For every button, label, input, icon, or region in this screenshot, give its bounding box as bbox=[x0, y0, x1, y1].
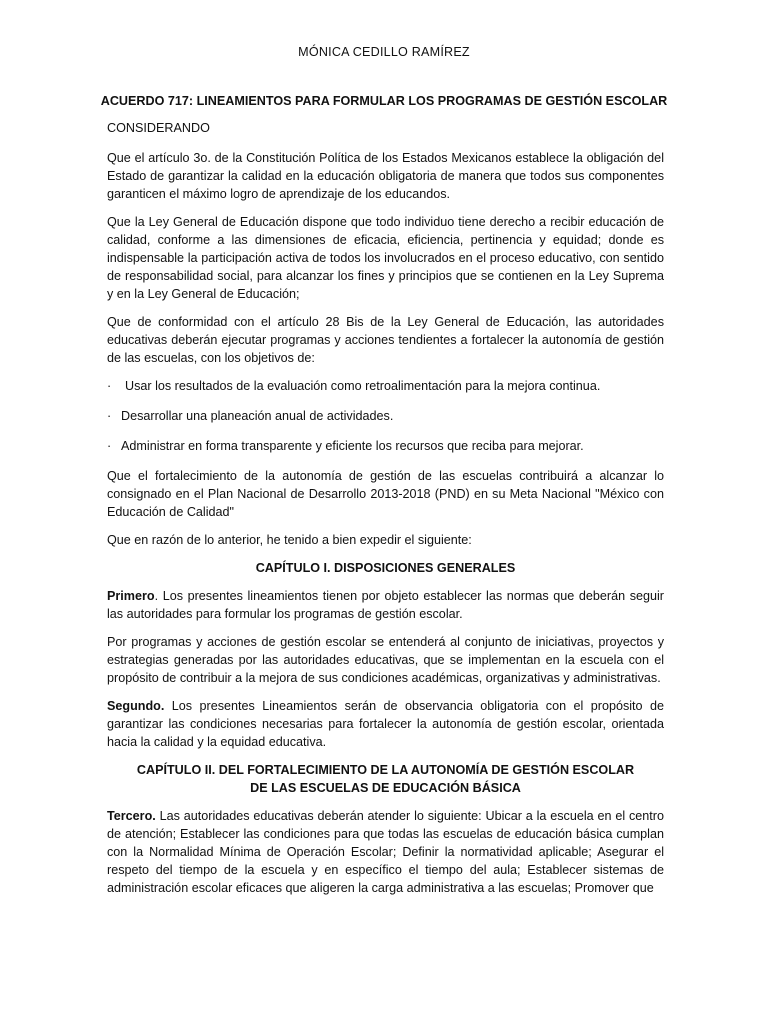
document-body bbox=[107, 119, 664, 907]
list-item-text: Administrar en forma transparente y eficiente los recursos que reciba para mejorar. bbox=[121, 439, 584, 453]
article-tercero bbox=[107, 807, 664, 897]
list-item bbox=[107, 377, 664, 395]
paragraph-4: Que el fortalecimiento de la autonomía de gestión de las escuelas contribuirá a alcanzar lo consignado en el Plan Nacional de Desarrollo 2013-2018 (PND) en su Meta Nacional "México con Educación de Calidad" bbox=[107, 469, 664, 519]
paragraph-3: Que de conformidad con el artículo 28 Bis de la Ley General de Educación, las autoridades educativas deberán ejecutar programas y acciones tendientes a fortalecer la autonomía de gestión de las escuelas, con los objetivos de: bbox=[107, 315, 664, 365]
list-item bbox=[107, 437, 664, 455]
document-title: ACUERDO 717: LINEAMIENTOS PARA FORMULAR LOS PROGRAMAS DE GESTIÓN ESCOLAR bbox=[100, 94, 668, 108]
article-segundo bbox=[107, 697, 664, 751]
considerando-heading: CONSIDERANDO bbox=[107, 121, 210, 135]
bullet-icon: · bbox=[107, 379, 112, 393]
article-label: Primero bbox=[107, 589, 155, 603]
chapter-2-heading: CAPÍTULO II. DEL FORTALECIMIENTO DE LA AUTONOMÍA DE GESTIÓN ESCOLAR DE LAS ESCUELAS DE EDUCACIÓN BÁSICA bbox=[136, 763, 635, 795]
bullet-icon: · bbox=[107, 409, 112, 423]
author-name: MÓNICA CEDILLO RAMÍREZ bbox=[298, 45, 470, 59]
paragraph-6: Por programas y acciones de gestión escolar se entenderá al conjunto de iniciativas, proyectos y estrategias generadas por las autoridades educativas, que se implementan en la escuela con el propósito de contribuir a la mejora de sus condiciones académicas, organizativas y administrativas. bbox=[107, 635, 664, 685]
chapter-1-heading: CAPÍTULO I. DISPOSICIONES GENERALES bbox=[255, 561, 516, 575]
article-text: Las autoridades educativas deberán atender lo siguiente: Ubicar a la escuela en el centro de atención; Establecer las condiciones para que todas las escuelas de educación básica cumplan con la Normalidad Mínima de Operación Escolar; Definir la normatividad aplicable; Asegurar el respeto del tiempo de la escuela y en específico el tiempo del aula; Establecer sistemas de administración escolar eficaces que aligeren la carga administrativa a las escuelas; Promover que bbox=[107, 809, 664, 895]
paragraph-5: Que en razón de lo anterior, he tenido a bien expedir el siguiente: bbox=[107, 533, 472, 547]
article-label: Tercero. bbox=[107, 809, 156, 823]
article-text: . Los presentes lineamientos tienen por objeto establecer las normas que deberán seguir las autoridades para formular los programas de gestión escolar. bbox=[107, 589, 664, 621]
list-item-text: Desarrollar una planeación anual de actividades. bbox=[121, 409, 394, 423]
article-text: Los presentes Lineamientos serán de observancia obligatoria con el propósito de garantizar las condiciones necesarias para fortalecer la autonomía de gestión escolar, orientada hacia la calidad y la equidad educativa. bbox=[107, 699, 664, 749]
paragraph-2: Que la Ley General de Educación dispone que todo individuo tiene derecho a recibir educación de calidad, conforme a las dimensiones de eficacia, eficiencia, pertinencia y equidad; donde es indispensable la participación activa de todos los involucrados en el proceso educativo, con sentido de responsabilidad social, para alcanzar los fines y principios que se contienen en la Ley Suprema y en la Ley General de Educación; bbox=[107, 215, 664, 301]
list-item-text: Usar los resultados de la evaluación como retroalimentación para la mejora continua. bbox=[125, 379, 601, 393]
paragraph-1: Que el artículo 3o. de la Constitución Política de los Estados Mexicanos establece la obligación del Estado de garantizar la calidad en la educación obligatoria de manera que todos sus componentes garanticen el máximo logro de aprendizaje de los educandos. bbox=[107, 151, 664, 201]
list-item bbox=[107, 407, 664, 425]
bullet-icon: · bbox=[107, 439, 112, 453]
article-primero bbox=[107, 587, 664, 623]
article-label: Segundo. bbox=[107, 699, 165, 713]
